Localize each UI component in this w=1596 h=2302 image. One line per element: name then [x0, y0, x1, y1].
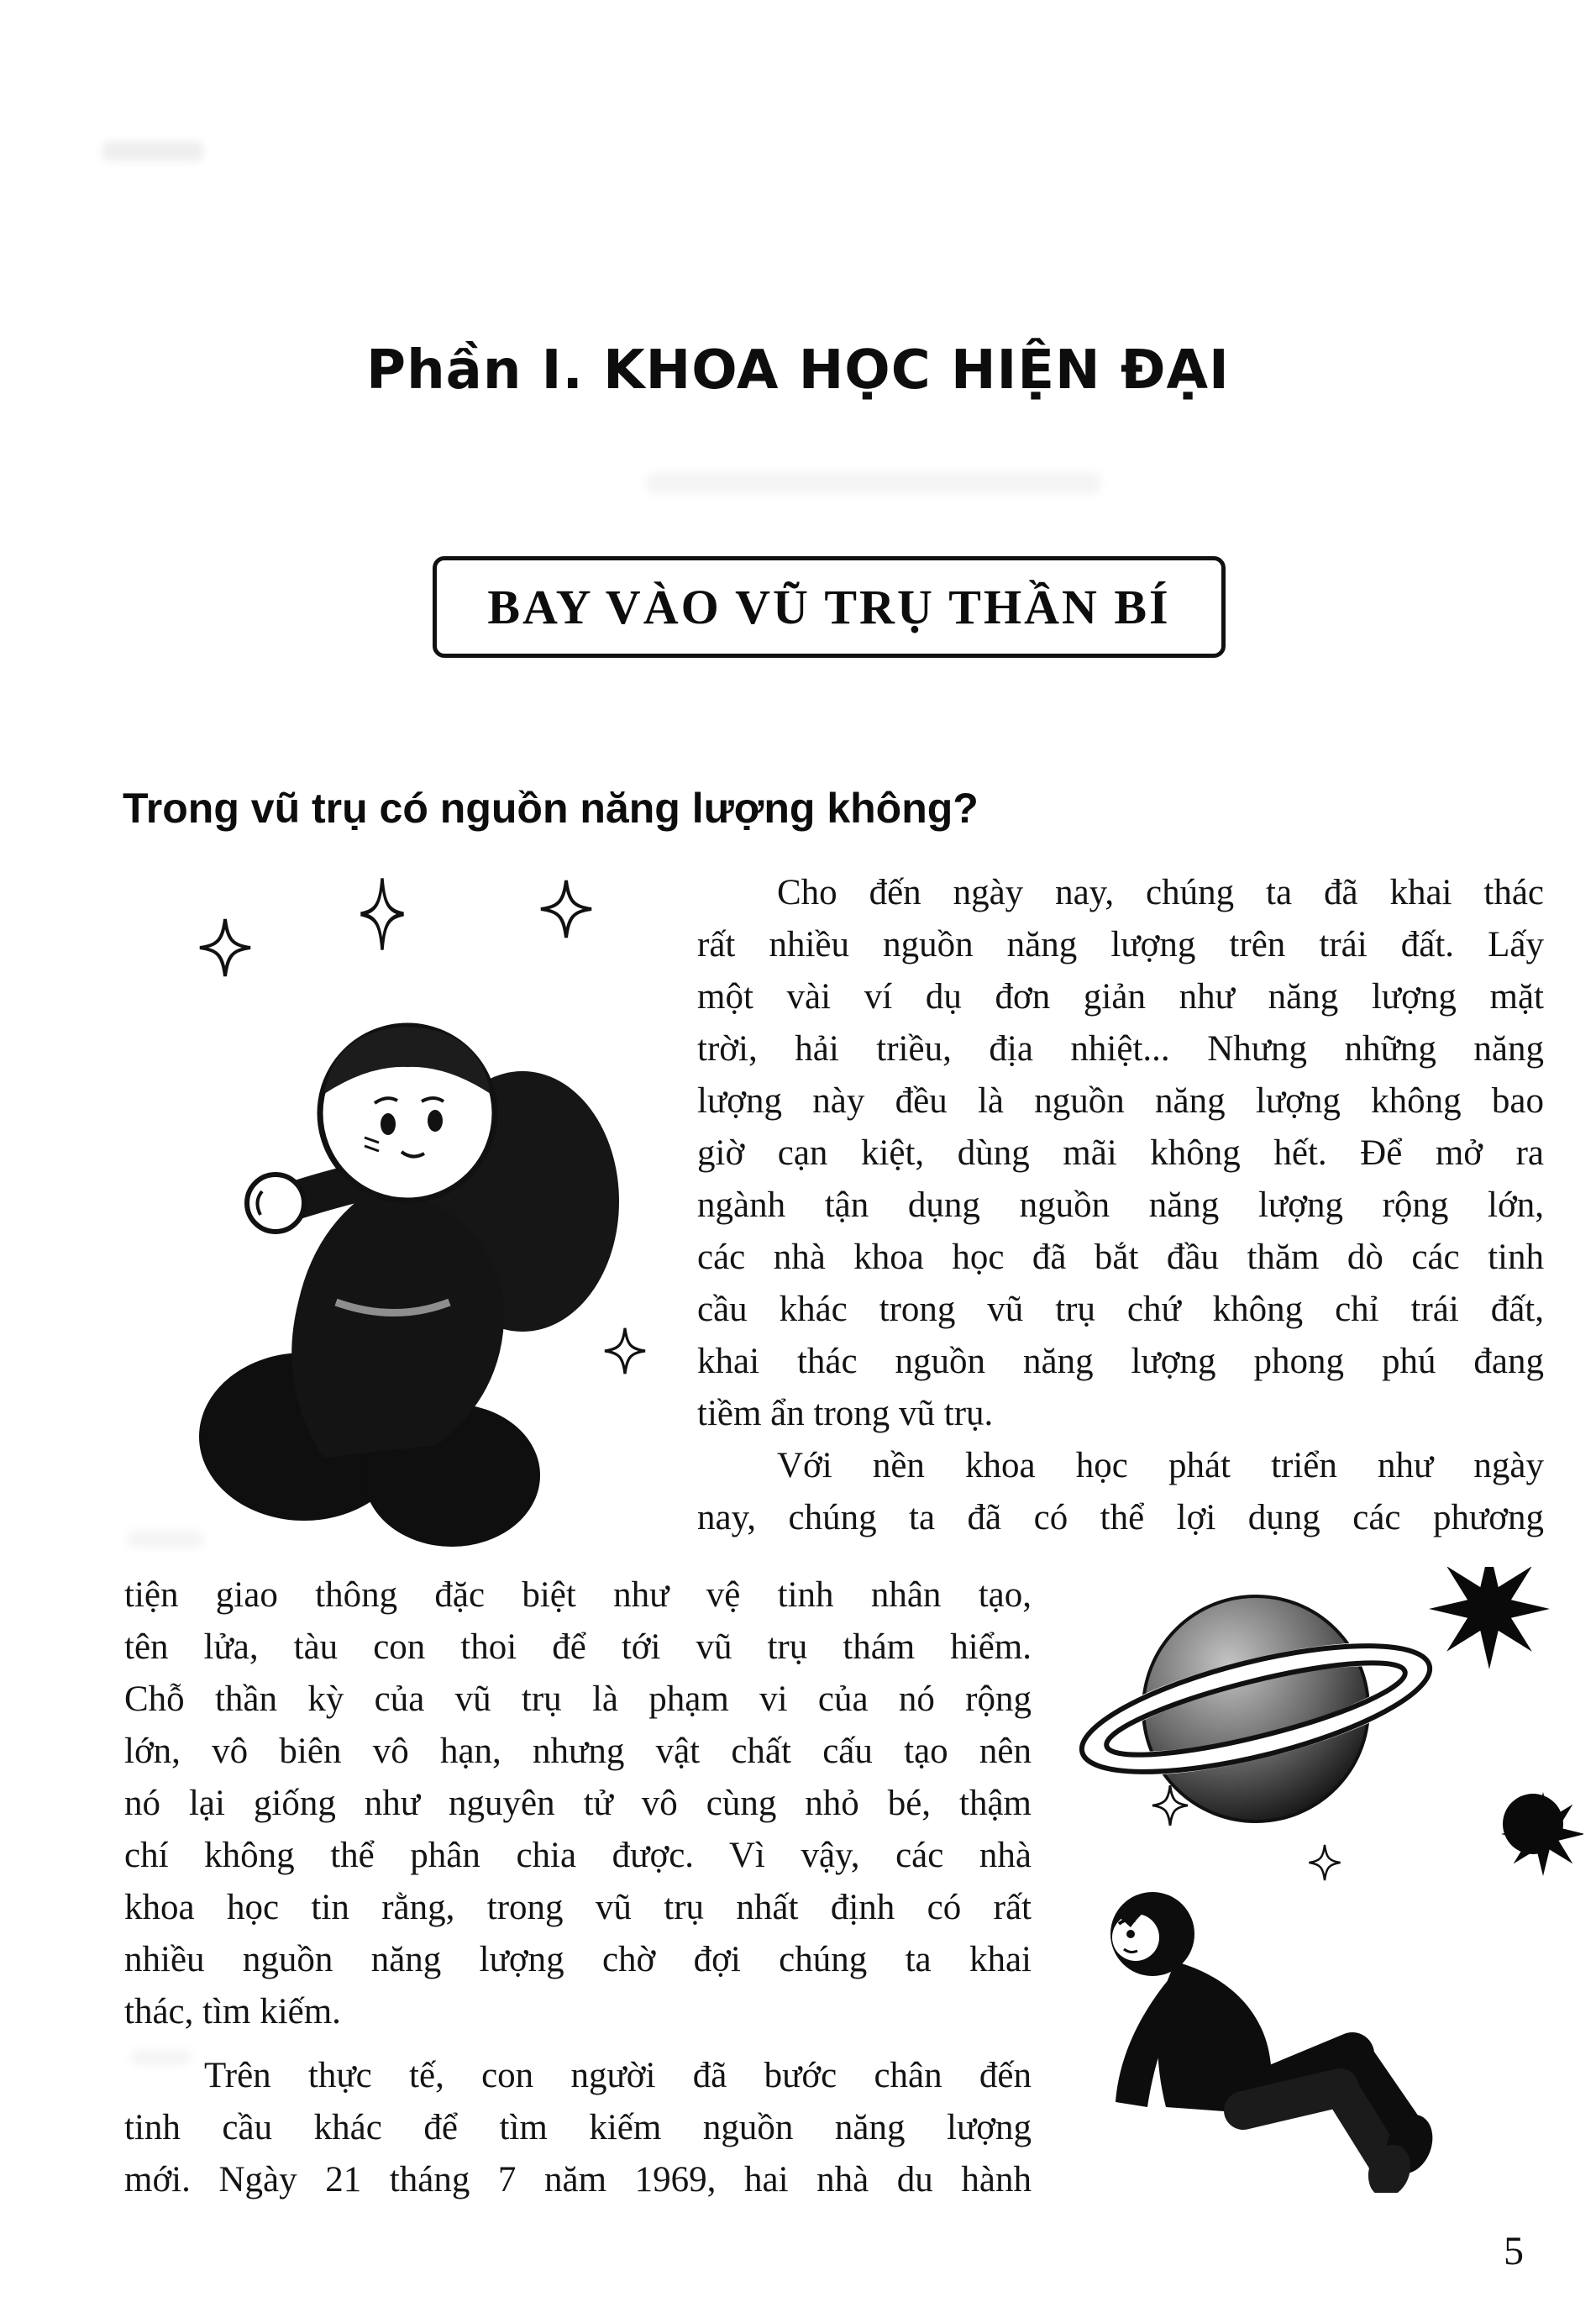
body-column-right — [697, 867, 1544, 1544]
text-line: nay, chúng ta đã có thể lợi dụng các phương — [697, 1498, 1544, 1537]
saturn-illustration — [1063, 1567, 1583, 1903]
text-line: cầu khác trong vũ trụ chứ không chỉ trái đất, — [697, 1290, 1544, 1329]
body-column-left — [124, 1569, 1032, 2206]
text-line: khoa học tin rằng, trong vũ trụ nhất định có rất — [124, 1888, 1032, 1927]
sitting-person-illustration — [1075, 1882, 1445, 2193]
astronaut-helmet — [320, 1026, 495, 1201]
text-line: mới. Ngày 21 tháng 7 năm 1969, hai nhà du hành — [124, 2160, 1032, 2200]
scan-smudge — [102, 141, 203, 161]
chapter-title: BAY VÀO VŨ TRỤ THẦN BÍ — [487, 580, 1171, 634]
text-line: khai thác nguồn năng lượng phong phú đang — [697, 1342, 1544, 1381]
ink-splash-icon — [1429, 1567, 1550, 1669]
section-heading: Trong vũ trụ có nguồn năng lượng không? — [123, 785, 979, 832]
scan-smudge — [647, 472, 1100, 494]
text-line: giờ cạn kiệt, dùng mãi không hết. Để mở ra — [697, 1133, 1544, 1173]
text-line: rất nhiều nguồn năng lượng trên trái đất. Lấy — [697, 925, 1544, 964]
astronaut-illustration — [126, 865, 680, 1563]
text-line: nhiều nguồn năng lượng chờ đợi chúng ta khai — [124, 1940, 1032, 1979]
saturn-planet — [1071, 1596, 1441, 1821]
text-line: một vài ví dụ đơn giản như năng lượng mặt — [697, 977, 1544, 1017]
text-line: nó lại giống như nguyên tử vô cùng nhỏ bé, thậm — [124, 1784, 1032, 1823]
text-line: chí không thể phân chia được. Vì vậy, các nhà — [124, 1836, 1032, 1875]
text-line: lớn, vô biên vô hạn, nhưng vật chất cấu tạo nên — [124, 1732, 1032, 1771]
text-line: Cho đến ngày nay, chúng ta đã khai thác — [777, 873, 1544, 912]
text-line: Chỗ thần kỳ của vũ trụ là phạm vi của nó rộng — [124, 1679, 1032, 1719]
text-line: Trên thực tế, con người đã bước chân đến — [204, 2056, 1032, 2095]
text-line: các nhà khoa học đã bắt đầu thăm dò các tinh — [697, 1238, 1544, 1277]
text-line: tiềm ẩn trong vũ trụ. — [697, 1394, 994, 1433]
text-line: trời, hải triều, địa nhiệt... Nhưng những năng — [697, 1029, 1544, 1069]
text-line: tiện giao thông đặc biệt như vệ tinh nhân tạo, — [124, 1575, 1032, 1615]
text-line: tinh cầu khác để tìm kiếm nguồn năng lượng — [124, 2108, 1032, 2147]
part-title: Phần I. KHOA HỌC HIỆN ĐẠI — [366, 339, 1230, 402]
text-line: tên lửa, tàu con thoi để tới vũ trụ thám hiểm. — [124, 1627, 1032, 1667]
chapter-title-box — [433, 556, 1226, 658]
text-line: ngành tận dụng nguồn năng lượng rộng lớn, — [697, 1185, 1544, 1225]
text-line: thác, tìm kiếm. — [124, 1992, 341, 2031]
page-number: 5 — [1504, 2229, 1524, 2273]
text-line: Với nền khoa học phát triển như ngày — [777, 1446, 1544, 1485]
text-line: lượng này đều là nguồn năng lượng không bao — [697, 1081, 1544, 1121]
